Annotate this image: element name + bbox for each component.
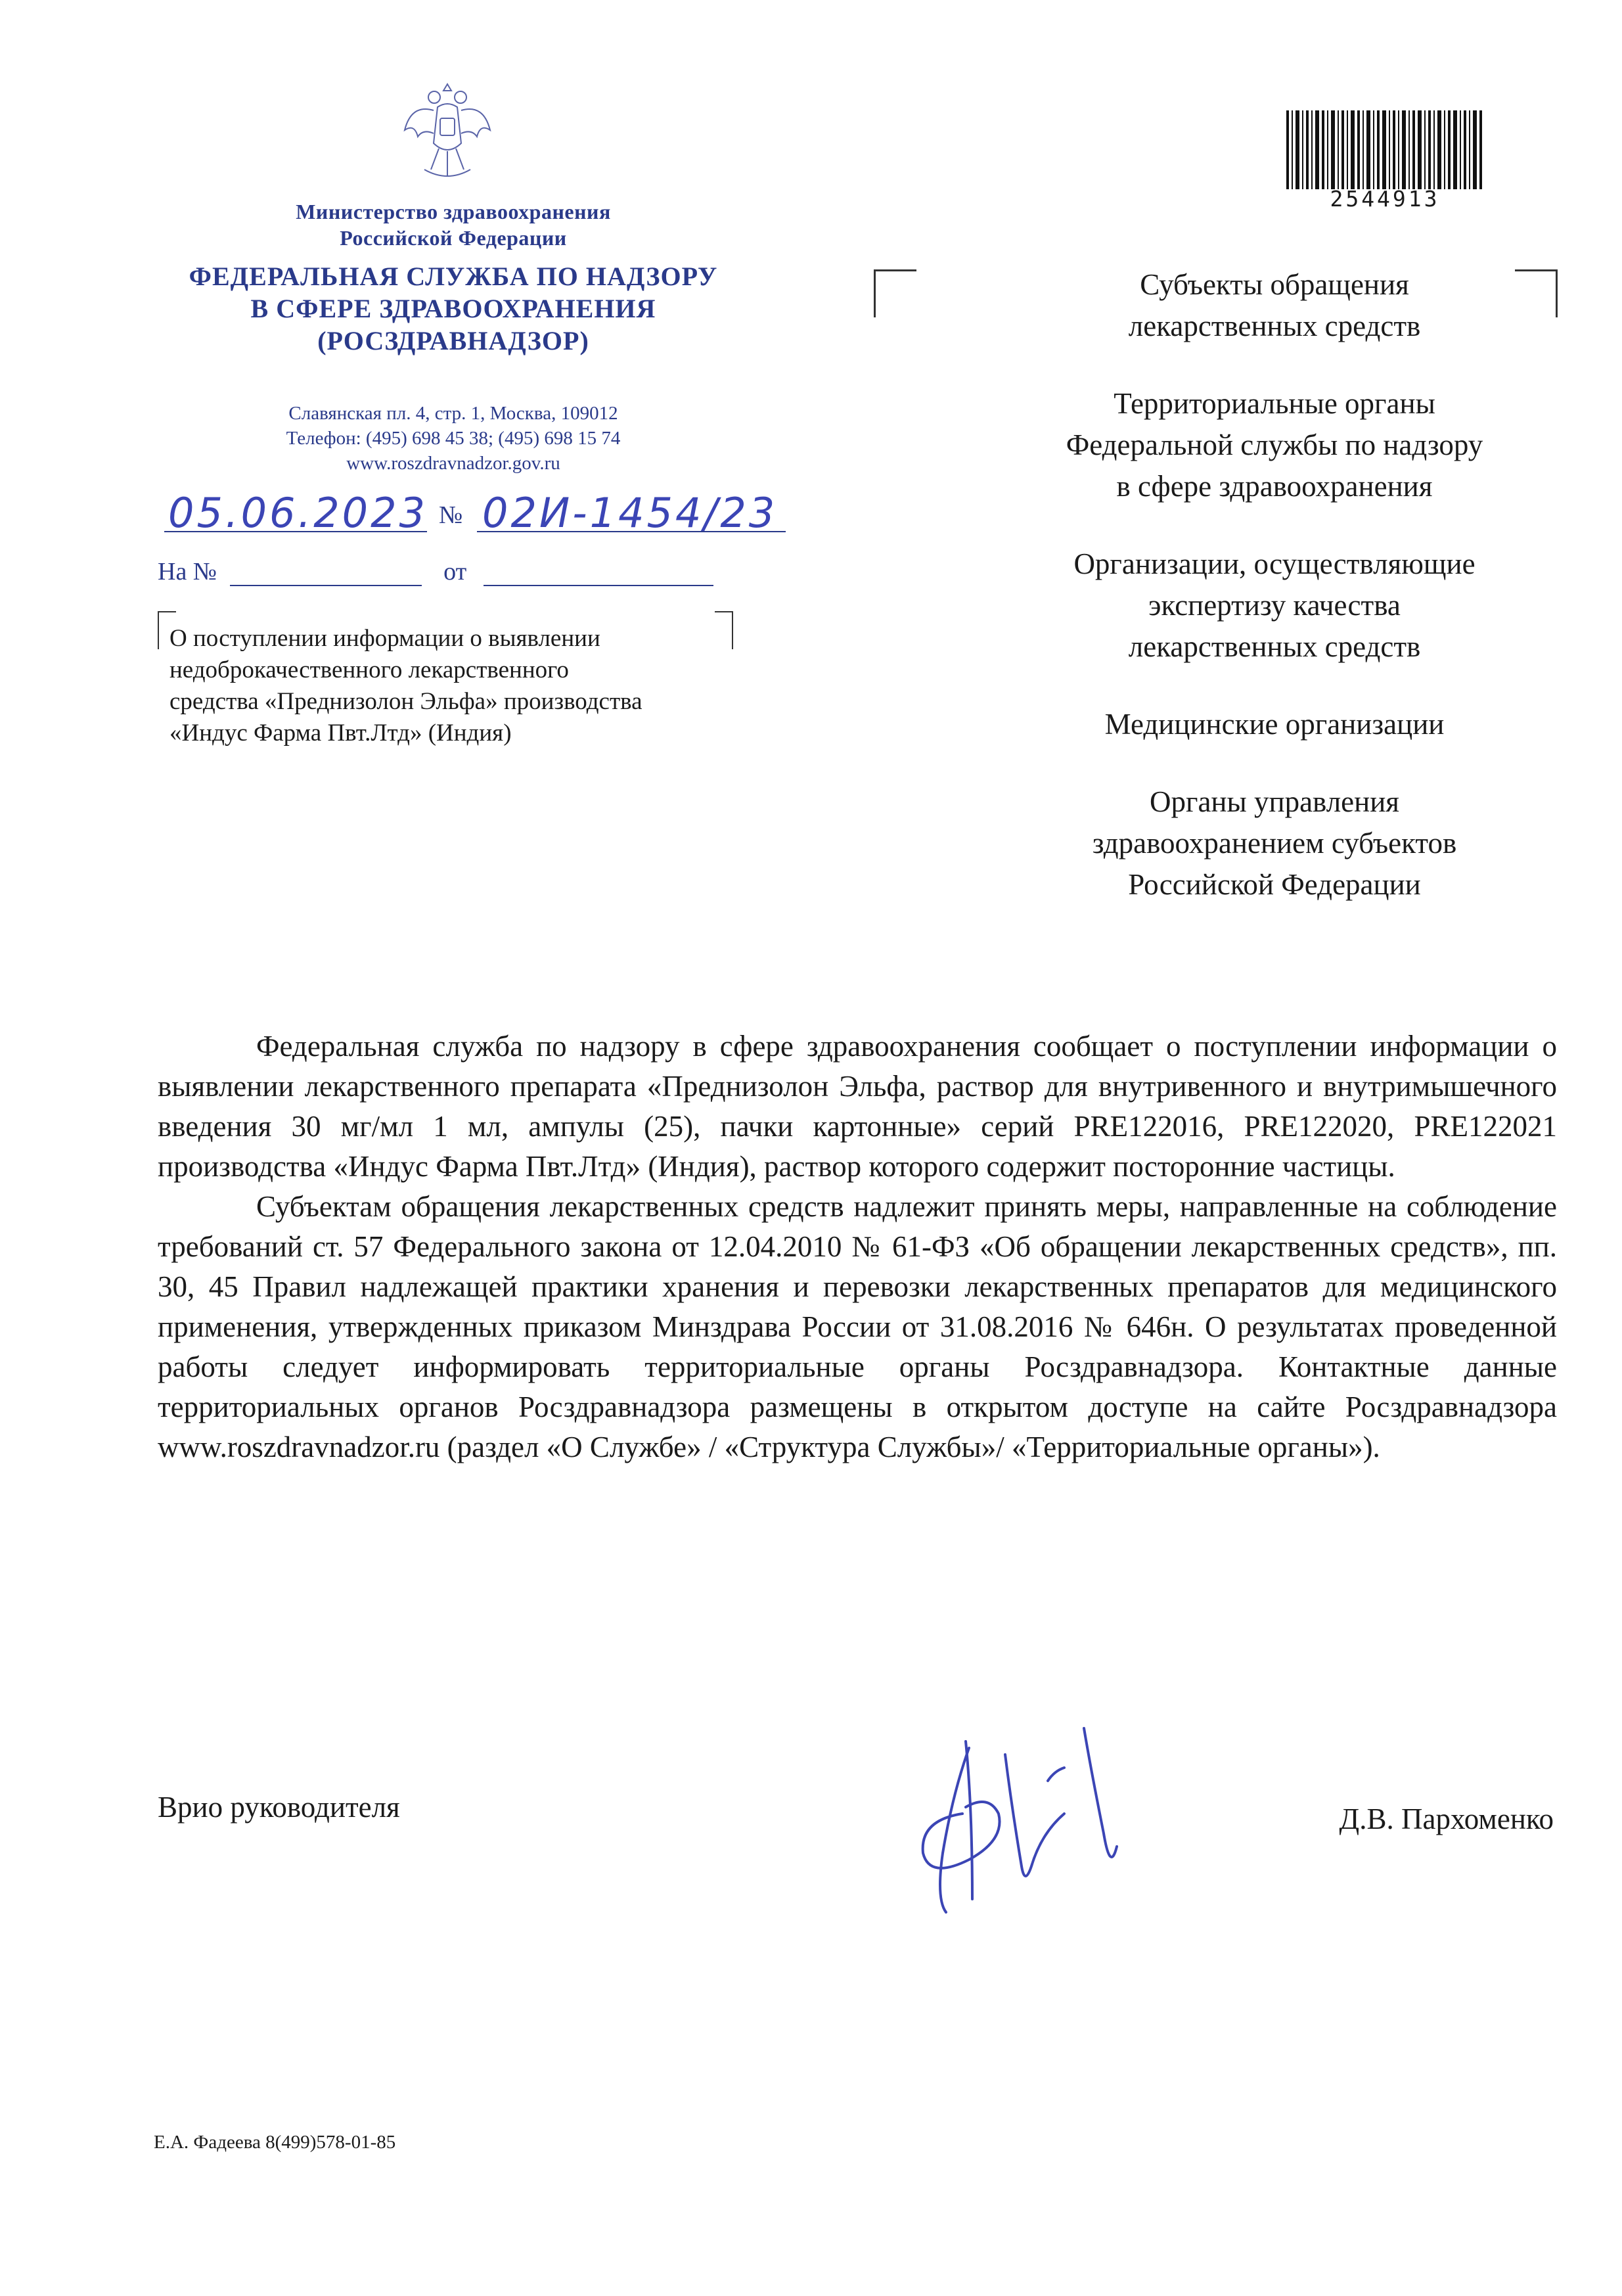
phone: Телефон: (495) 698 45 38; (495) 698 15 74 xyxy=(286,428,621,449)
reply-reference xyxy=(158,557,749,586)
handwritten-date: 05.06.2023 xyxy=(168,489,428,537)
addressee-item xyxy=(985,383,1564,507)
addressee-line: Организации, осуществляющие xyxy=(1073,547,1476,580)
subject-line: О поступлении информации о выявлении xyxy=(169,625,600,652)
barcode-number: 2544913 xyxy=(1330,186,1440,212)
ministry-name xyxy=(158,198,749,251)
service-line: ФЕДЕРАЛЬНАЯ СЛУЖБА ПО НАДЗОРУ xyxy=(189,262,718,291)
addressee-line: лекарственных средств xyxy=(1128,630,1421,663)
body-paragraph: Федеральная служба по надзору в сфере здравоохранения сообщает о поступлении информации о выявлении лекарственного препарата «Преднизолон Эльфа, раствор для внутривенного и внутримышечного введения 30 мг/мл 1 мл, ампулы (25), пачки картонные» серий PRE122016, PRE122020, PRE122021 производства «Индус Фарма Пвт.Лтд» (Индия), раствор которого содержит посторонние частицы. xyxy=(158,1030,1557,1183)
addressee-line: здравоохранением субъектов xyxy=(1092,827,1457,860)
reply-date-field xyxy=(484,563,713,586)
addressee-list xyxy=(985,264,1564,942)
ministry-line: Министерство здравоохранения xyxy=(296,200,611,223)
number-sign: № xyxy=(439,501,463,529)
addressee-line: в сфере здравоохранения xyxy=(1116,470,1433,503)
addressee-item xyxy=(985,264,1564,347)
handwritten-number: 02И-1454/23 xyxy=(482,489,778,537)
date-underline xyxy=(164,531,427,532)
addressee-item xyxy=(985,704,1564,745)
from-label: от xyxy=(443,558,467,585)
subject-line: недоброкачественного лекарственного xyxy=(169,656,569,683)
addressee-line: Медицинские организации xyxy=(1104,708,1445,741)
addressee-line: Субъекты обращения xyxy=(1140,268,1409,301)
signatory-position: Врио руководителя xyxy=(158,1791,400,1824)
signatory-name: Д.В. Пархоменко xyxy=(1339,1802,1554,1835)
addressee-line: экспертизу качества xyxy=(1148,589,1401,622)
letter-body xyxy=(158,1026,1557,1467)
coat-of-arms-emblem xyxy=(398,71,497,189)
website: www.roszdravnadzor.gov.ru xyxy=(346,453,560,474)
addressee-line: лекарственных средств xyxy=(1128,310,1421,342)
addressee-line: Федеральной службы по надзору xyxy=(1066,428,1483,461)
subject-text xyxy=(169,623,774,749)
handwritten-signature xyxy=(907,1702,1143,1925)
addressee-item xyxy=(985,543,1564,668)
service-name xyxy=(112,260,795,357)
addressee-line: Органы управления xyxy=(1150,785,1399,818)
ministry-line: Российской Федерации xyxy=(340,226,567,250)
contact-block xyxy=(158,401,749,476)
body-paragraph: Субъектам обращения лекарственных средств надлежит принять меры, направленные на соблюдение требований ст. 57 Федерального закона от 12.04.2010 № 61-ФЗ «Об обращении лекарственных средств», пп. 30, 45 Правил надлежащей практики хранения и перевозки лекарственных препаратов для медицинского применения, утвержденных приказом Минздрава России от 31.08.2016 № 646н. О результатах проведенной работы следует информировать территориальные органы Росздравнадзора. Контактные данные территориальных органов Росздравнадзора размещены в открытом доступе на сайте Росздравнадзора www.roszdravnadzor.ru (раздел «О Службе» / «Структура Службы»/ «Территориальные органы»). xyxy=(158,1190,1557,1463)
service-line: (РОСЗДРАВНАДЗОР) xyxy=(317,326,589,356)
addressee-corner-left xyxy=(874,269,916,317)
registration-line xyxy=(155,489,799,538)
reply-to-label: На № xyxy=(158,558,217,585)
addressee-item xyxy=(985,781,1564,906)
subject-line: средства «Преднизолон Эльфа» производства xyxy=(169,688,642,715)
number-underline xyxy=(477,531,786,532)
address: Славянская пл. 4, стр. 1, Москва, 109012 xyxy=(288,403,618,424)
executor-contact: Е.А. Фадеева 8(499)578-01-85 xyxy=(154,2132,396,2153)
addressee-line: Территориальные органы xyxy=(1114,387,1435,420)
barcode xyxy=(1286,110,1483,189)
reply-number-field xyxy=(230,563,422,586)
addressee-line: Российской Федерации xyxy=(1128,868,1421,901)
service-line: В СФЕРЕ ЗДРАВООХРАНЕНИЯ xyxy=(250,294,656,323)
subject-line: «Индус Фарма Пвт.Лтд» (Индия) xyxy=(169,720,512,746)
